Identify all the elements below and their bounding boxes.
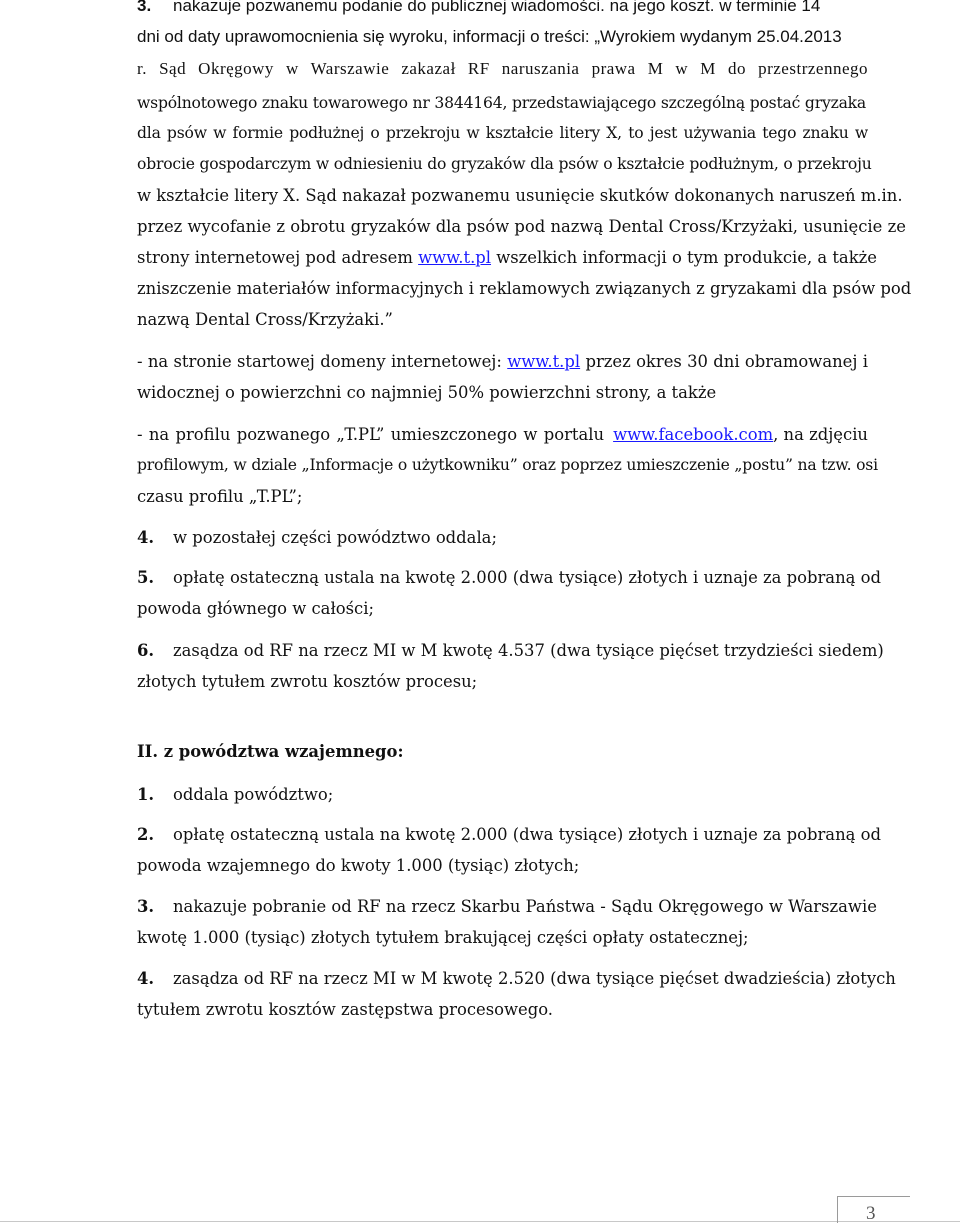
paragraph-line: zasądza od RF na rzecz MI w M kwotę 2.520 (dwa tysiące pięćset dwadzieścia) złotych [173,969,896,988]
page-number: 3 [866,1203,876,1224]
paragraph-line: nakazuje pozwanemu podanie do publicznej wiadomości. na jego koszt. w terminie 14 [173,0,821,15]
facebook-link[interactable]: www.facebook.com [613,425,774,444]
website-link[interactable]: www.t.pl [507,352,581,371]
paragraph-text: wszelkich informacji o tym produkcie, a także [496,248,877,267]
item-number: 4. [137,969,155,988]
paragraph-line [137,425,868,444]
paragraph-line: powoda głównego w całości; [137,599,374,618]
item-number: 5. [137,568,155,587]
item-number: 6. [137,641,155,660]
item-number: 4. [137,528,155,547]
paragraph-text: przez okres 30 dni obramowanej i [585,352,868,371]
website-link[interactable]: www.t.pl [418,248,492,267]
paragraph-line: powoda wzajemnego do kwoty 1.000 (tysiąc) złotych; [137,856,580,875]
item-number: 1. [137,785,155,804]
paragraph-text: - na stronie startowej domeny internetowej: [137,352,502,371]
paragraph-line: nakazuje pobranie od RF na rzecz Skarbu Państwa - Sądu Okręgowego w Warszawie [173,897,877,916]
paragraph-line: wspólnotowego znaku towarowego nr 3844164, przedstawiającego szczególną postać gryzaka [137,94,867,112]
paragraph-line: zniszczenie materiałów informacyjnych i reklamowych związanych z gryzakami dla psów pod [137,279,912,298]
paragraph-line [137,248,877,267]
paragraph-line: zasądza od RF na rzecz MI w M kwotę 4.537 (dwa tysiące pięćset trzydzieści siedem) [173,641,884,660]
paragraph-line: opłatę ostateczną ustala na kwotę 2.000 (dwa tysiące) złotych i uznaje za pobraną od [173,568,881,587]
paragraph-line: przez wycofanie z obrotu gryzaków dla psów pod nazwą Dental Cross/Krzyżaki, usunięcie ze [137,217,906,236]
item-number: 3. [137,0,152,15]
paragraph-line: dni od daty uprawomocnienia się wyroku, informacji o treści: „Wyrokiem wydanym 25.04.2013 [137,27,842,46]
paragraph-line: czasu profilu „T.PL”; [137,487,303,506]
paragraph-line: w pozostałej części powództwo oddala; [173,528,497,547]
paragraph-text: , na zdjęciu [773,425,868,444]
paragraph-line: kwotę 1.000 (tysiąc) złotych tytułem brakującej części opłaty ostatecznej; [137,928,749,947]
paragraph-line: profilowym, w dziale „Informacje o użytkowniku” oraz poprzez umieszczenie „postu” na tzw. osi [137,456,878,474]
paragraph-line: w kształcie litery X. Sąd nakazał pozwanemu usunięcie skutków dokonanych naruszeń m.in. [137,186,903,205]
paragraph-line: nazwą Dental Cross/Krzyżaki.” [137,310,393,329]
paragraph-line: złotych tytułem zwrotu kosztów procesu; [137,672,478,691]
paragraph-line [137,352,868,371]
paragraph-line: widocznej o powierzchni co najmniej 50% powierzchni strony, a także [137,383,717,402]
section-heading: II. z powództwa wzajemnego: [137,742,404,761]
footer-divider [0,1221,960,1222]
item-number: 2. [137,825,155,844]
paragraph-line: obrocie gospodarczym w odniesieniu do gryzaków dla psów o kształcie podłużnym, o przekroju [137,155,872,173]
paragraph-line: r. Sąd Okręgowy w Warszawie zakazał RF naruszania prawa M w M do przestrzennego [137,59,868,78]
paragraph-line: dla psów w formie podłużnej o przekroju w kształcie litery X, to jest używania tego znaku w [137,124,868,142]
item-number: 3. [137,897,155,916]
paragraph-line: opłatę ostateczną ustala na kwotę 2.000 (dwa tysiące) złotych i uznaje za pobraną od [173,825,881,844]
paragraph-line: oddala powództwo; [173,785,334,804]
paragraph-text: strony internetowej pod adresem [137,248,413,267]
paragraph-line: tytułem zwrotu kosztów zastępstwa procesowego. [137,1000,553,1019]
paragraph-text: - na profilu pozwanego „T.PL” umieszczonego w portalu [137,425,605,444]
